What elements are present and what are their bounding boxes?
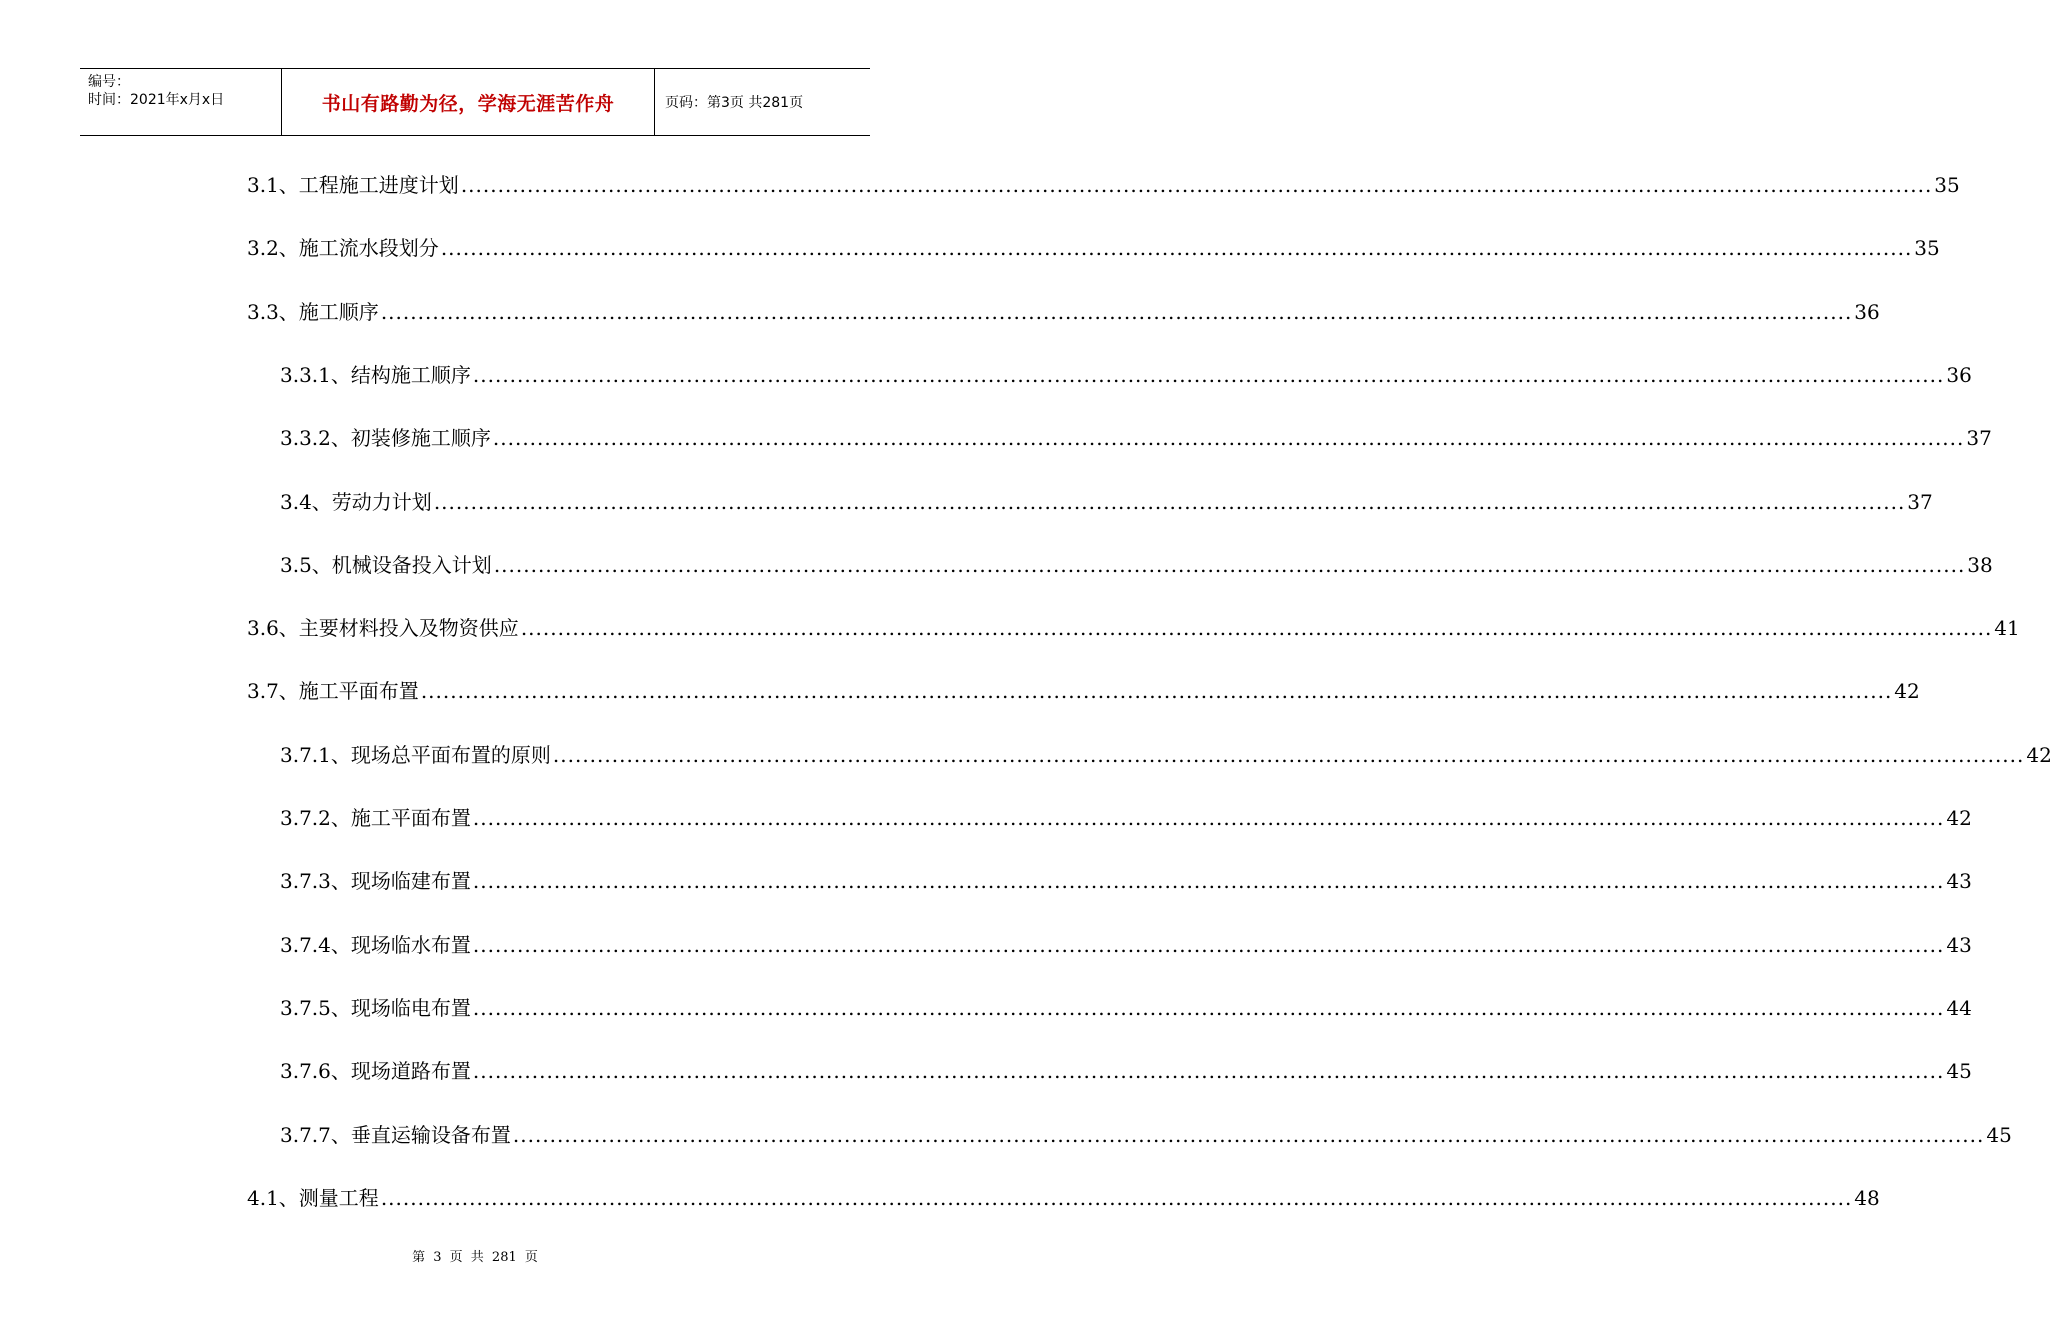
- toc-entry-page-number: 37: [1966, 426, 1992, 451]
- toc-entry[interactable]: [280, 1056, 1972, 1086]
- page-header: [80, 68, 870, 136]
- toc-dot-leader: ........................................................................................................................................................................................................: [520, 616, 1993, 641]
- toc-entry[interactable]: [280, 993, 1972, 1023]
- toc-entry-title: 3.7.4、现场临水布置: [280, 932, 471, 957]
- toc-entry[interactable]: [280, 803, 1972, 833]
- time-label: 时间：2021年x月x日: [88, 92, 225, 108]
- toc-dot-leader: ........................................................................................................................................................................................................: [472, 995, 1945, 1020]
- toc-entry-title: 3.2、施工流水段划分: [247, 236, 439, 261]
- toc-entry-title: 3.1、工程施工进度计划: [247, 173, 459, 197]
- toc-entry-title: 3.7、施工平面布置: [247, 679, 419, 704]
- toc-entry-page-number: 35: [1914, 236, 1940, 261]
- toc-dot-leader: ........................................................................................................................................................................................................: [552, 742, 2025, 767]
- toc-entry-page-number: 45: [1986, 1122, 2012, 1147]
- toc-entry-page-number: 48: [1854, 1185, 1880, 1210]
- toc-entry[interactable]: [247, 1183, 1880, 1213]
- toc-dot-leader: ........................................................................................................................................................................................................: [493, 552, 1966, 577]
- toc-entry-title: 3.7.6、现场道路布置: [280, 1059, 471, 1084]
- toc-entry[interactable]: [247, 170, 1960, 200]
- toc-dot-leader: ........................................................................................................................................................................................................: [492, 426, 1965, 451]
- toc-dot-leader: ........................................................................................................................................................................................................: [380, 1185, 1853, 1210]
- toc-entry-title: 3.3.1、结构施工顺序: [280, 362, 471, 387]
- toc-entry[interactable]: [280, 423, 1992, 453]
- toc-dot-leader: ........................................................................................................................................................................................................: [472, 869, 1945, 894]
- toc-entry-title: 3.7.5、现场临电布置: [280, 995, 471, 1020]
- toc-entry-title: 3.3.2、初装修施工顺序: [280, 426, 491, 451]
- toc-entry-page-number: 42: [2026, 742, 2052, 767]
- toc-entry[interactable]: [247, 233, 1940, 263]
- toc-dot-leader: ........................................................................................................................................................................................................: [420, 679, 1893, 704]
- toc-dot-leader: ........................................................................................................................................................................................................: [472, 806, 1945, 830]
- toc-entry[interactable]: [280, 930, 1972, 960]
- toc-entry-page-number: 42: [1946, 806, 1972, 830]
- toc-entry-page-number: 43: [1946, 869, 1972, 894]
- toc-entry-title: 3.7.7、垂直运输设备布置: [280, 1122, 511, 1147]
- toc-entry-title: 3.7.1、现场总平面布置的原则: [280, 742, 551, 767]
- toc-entry-page-number: 36: [1946, 362, 1972, 387]
- toc-entry-page-number: 38: [1967, 552, 1993, 577]
- header-page-info: 页码：第3页 共281页: [665, 95, 804, 111]
- header-meta: [80, 69, 282, 135]
- toc-entry-page-number: 42: [1894, 679, 1920, 704]
- toc-entry-title: 4.1、测量工程: [247, 1185, 379, 1210]
- toc-entry-title: 3.7.3、现场临建布置: [280, 869, 471, 894]
- toc-entry[interactable]: [247, 297, 1880, 327]
- toc-entry-page-number: 44: [1946, 995, 1972, 1020]
- toc-entry[interactable]: [280, 550, 1993, 580]
- toc-entry-title: 3.3、施工顺序: [247, 299, 379, 324]
- toc-entry-page-number: 43: [1946, 932, 1972, 957]
- toc-entry-page-number: 45: [1946, 1059, 1972, 1084]
- number-label: 编号：: [88, 74, 130, 90]
- toc-dot-leader: ........................................................................................................................................................................................................: [472, 1059, 1945, 1084]
- header-motto: 书山有路勤为径，学海无涯苦作舟: [282, 69, 655, 135]
- toc-entry[interactable]: [280, 360, 1972, 390]
- toc-entry-page-number: 41: [1994, 616, 2020, 641]
- toc-entry-title: 3.4、劳动力计划: [280, 489, 432, 514]
- toc-dot-leader: ........................................................................................................................................................................................................: [512, 1122, 1985, 1147]
- toc-entry[interactable]: [280, 487, 1933, 517]
- toc-entry[interactable]: [247, 613, 2020, 643]
- page-footer: 第 3 页 共 281 页: [412, 1250, 538, 1265]
- toc-entry[interactable]: [280, 866, 1972, 896]
- toc-dot-leader: ........................................................................................................................................................................................................: [472, 932, 1945, 957]
- toc-entry[interactable]: [280, 740, 2052, 770]
- toc-entry[interactable]: [280, 1120, 2012, 1150]
- toc-entry-title: 3.5、机械设备投入计划: [280, 552, 492, 577]
- toc-dot-leader: ........................................................................................................................................................................................................: [380, 299, 1853, 324]
- toc-entry-title: 3.7.2、施工平面布置: [280, 806, 471, 830]
- toc-dot-leader: ........................................................................................................................................................................................................: [433, 489, 1906, 514]
- toc-entry[interactable]: [247, 676, 1920, 706]
- toc-entry-title: 3.6、主要材料投入及物资供应: [247, 616, 519, 641]
- toc-entry-page-number: 37: [1907, 489, 1933, 514]
- toc-entry-page-number: 36: [1854, 299, 1880, 324]
- toc-dot-leader: ........................................................................................................................................................................................................: [472, 362, 1945, 387]
- toc-dot-leader: ........................................................................................................................................................................................................: [440, 236, 1913, 261]
- toc-dot-leader: ........................................................................................................................................................................................................: [460, 173, 1933, 197]
- toc-entry-page-number: 35: [1934, 173, 1960, 197]
